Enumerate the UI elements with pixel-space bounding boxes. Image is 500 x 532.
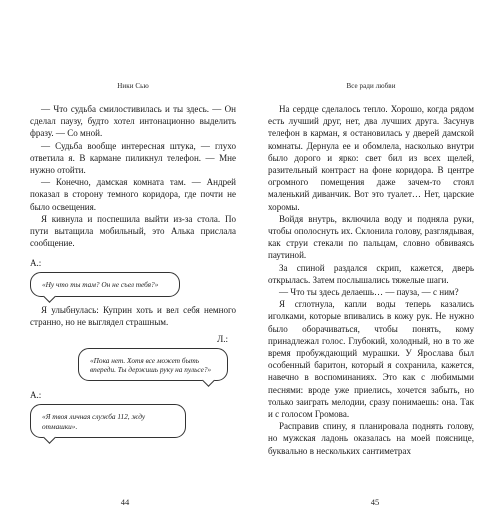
paragraph: — Что ты здесь делаешь… — пауза, — с ним?	[279, 287, 459, 298]
message-text: «Ну что ты там? Он не съел тебя?»	[42, 280, 159, 290]
page-number: 45	[370, 497, 380, 507]
page-number: 44	[120, 497, 130, 507]
paragraph: Расправив спину, я планировала поднять голову, но мужская ладонь оказалась на моей пояснице, буквально в нескольких сантиметрах	[268, 421, 474, 456]
paragraph: Я кивнула и поспешила выйти из-за стола. По пути вытащила мобильный, это Алька прислала сообщение.	[30, 213, 236, 249]
paragraph: За спиной раздался скрип, кажется, дверь открылась. Затем послышались тяжелые шаги.	[268, 262, 474, 285]
bubble-tail	[43, 290, 56, 303]
right-page	[250, 0, 500, 532]
paragraph: — Конечно, дамская комната там. — Андрей показал в сторону темного коридора, где почти не было освещения.	[30, 177, 236, 212]
message-text: «Я твоя личная служба 112, жду отмашки».	[42, 412, 146, 431]
running-head-title: Все ради любви	[346, 82, 396, 90]
paragraph: Войдя внутрь, включила воду и подняла руки, чтобы ополоснуть их. Склонила голову, разглядывая, как струи стекали по пальцам, словно обвиваясь паутиной.	[268, 213, 474, 261]
paragraph: — Что судьба смилостивилась и ты здесь. — Он сделал паузу, будто хотел интонационно выделить фразу. — Со мной.	[30, 104, 236, 139]
sender-label-a: А.:	[30, 390, 42, 401]
bubble-tail	[202, 375, 215, 388]
sender-label-l: Л.:	[217, 334, 228, 345]
bubble-tail	[43, 431, 56, 444]
message-bubble-a1	[30, 272, 180, 296]
message-bubble-a2	[30, 404, 186, 437]
sender-label-a: А.:	[30, 258, 42, 269]
running-head-author: Ники Сью	[117, 82, 149, 90]
paragraph: Я сглотнула, капли воды теперь казались иголками, которые впивались в кожу рук. Не нужно было оборачиваться, чтобы понять, кому принадлежал голос. Глубокий, холодный, но в то же время пробуждающий мурашки. У Ярослава был особенный баритон, который я сохранила, кажется, навечно в воспоминаниях. Это как с любимыми песнями: вроде уже приелись, хочется забыть, но только заиграть мелодии, сразу понимаешь: она. Так и с голосом Громова.	[268, 299, 474, 420]
message-text: «Пока нет. Хотя все может быть впереди. Ты держишь руку на пульсе?»	[90, 356, 212, 375]
message-bubble-l	[78, 348, 228, 381]
paragraph: На сердце сделалось тепло. Хорошо, когда рядом есть лучший друг, нет, два лучших друга. Засунув телефон в карман, я остановилась у дверей дамской комнаты. Дернула ее и обомлела, насколько внутри было дорого и ярко: свет бил из всех щелей, разительный контраст на фоне коридора. В центре огромного помещения даже зачем-то стоял маленький диванчик. Вот это туалет… Нет, царские хоромы.	[268, 104, 474, 212]
paragraph: Я улыбнулась: Куприн хоть и вел себя немного странно, но не выглядел страшным.	[30, 304, 236, 327]
paragraph: — Судьба вообще интересная штука, — глухо ответила я. В кармане пиликнул телефон. — Мне нужно отойти.	[30, 140, 236, 176]
